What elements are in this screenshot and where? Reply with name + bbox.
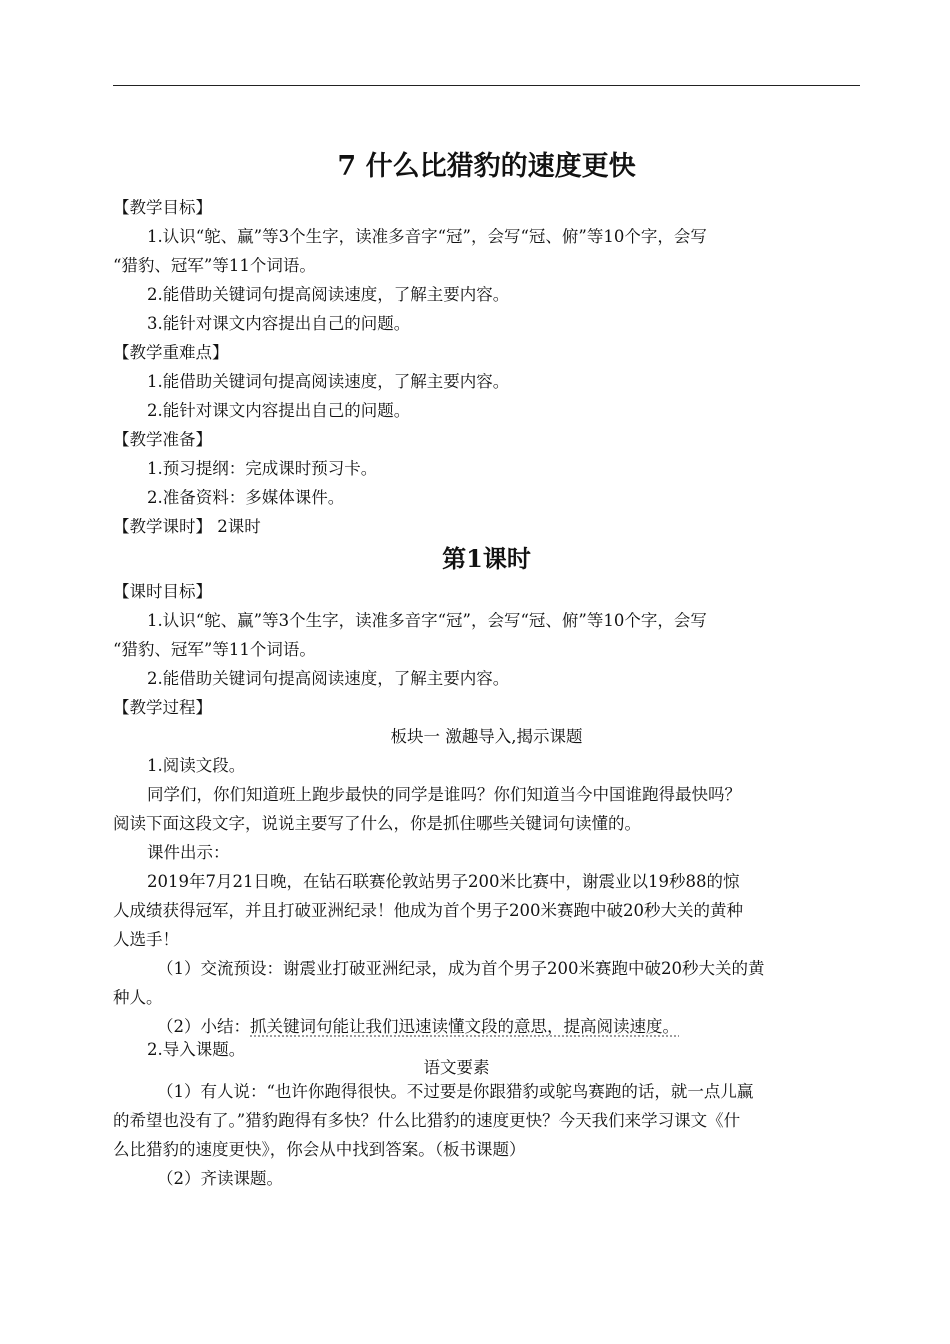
document-body [113, 146, 860, 1193]
lesson-title: 第1课时 [442, 544, 531, 573]
objective-1-b: “猎豹、冠军”等11个词语。 [113, 256, 316, 275]
summary-text: 抓关键词句能让我们迅速读懂文段的意思，提高阅读速度。 [250, 1017, 679, 1036]
passage-a: 2019年7月21日晚，在钻石联赛伦敦站男子200米比赛中，谢震业以19秒88的惊 [147, 872, 740, 891]
lesson-goal-1-b: “猎豹、冠军”等11个词语。 [113, 640, 316, 659]
step-1: 1.阅读文段。 [147, 756, 246, 775]
intro-c: 么比猎豹的速度更快》，你会从中找到答案。（板书课题） [113, 1140, 526, 1159]
process-header: 【教学过程】 [113, 698, 212, 717]
lesson-goal-2: 2.能借助关键词句提高阅读速度，了解主要内容。 [147, 669, 510, 688]
preparation-header: 【教学准备】 [113, 430, 212, 449]
objectives-header: 【教学目标】 [113, 198, 212, 217]
passage-c: 人选手！ [113, 930, 179, 949]
preparation-2: 2.准备资料：多媒体课件。 [147, 488, 345, 507]
header-rule [113, 85, 860, 86]
lesson-goal-1-a: 1.认识“鸵、赢”等3个生字，读准多音字“冠”，会写“冠、俯”等10个字，会写 [147, 611, 707, 630]
key-points-header: 【教学重难点】 [113, 343, 229, 362]
read-title: （2）齐读课题。 [157, 1169, 283, 1188]
summary [113, 1012, 860, 1041]
passage-b: 人成绩获得冠军，并且打破亚洲纪录！他成为首个男子200米赛跑中破20秒大关的黄种 [113, 901, 743, 920]
intro-a: （1）有人说：“也许你跑得很快。不过要是你跟猎豹或鸵鸟赛跑的话，就一点儿赢 [157, 1082, 754, 1101]
page-title: 7 什么比猎豹的速度更快 [337, 151, 636, 182]
objective-3: 3.能针对课文内容提出自己的问题。 [147, 314, 411, 333]
element-label: 语文要素 [423, 1058, 490, 1077]
teaching-hours: 【教学课时】 2课时 [113, 517, 261, 536]
section-1-title: 板块一 激趣导入,揭示课题 [390, 727, 583, 746]
exchange-b: 种人。 [113, 988, 163, 1007]
lesson-goal-header: 【课时目标】 [113, 582, 212, 601]
intro-b: 的希望也没有了。”猎豹跑得有多快？什么比猎豹的速度更快？今天我们来学习课文《什 [113, 1111, 741, 1130]
key-point-1: 1.能借助关键词句提高阅读速度，了解主要内容。 [147, 372, 510, 391]
objective-2: 2.能借助关键词句提高阅读速度，了解主要内容。 [147, 285, 510, 304]
key-point-2: 2.能针对课文内容提出自己的问题。 [147, 401, 411, 420]
objective-1-a: 1.认识“鸵、赢”等3个生字，读准多音字“冠”，会写“冠、俯”等10个字，会写 [147, 227, 707, 246]
para-1-b: 阅读下面这段文字，说说主要写了什么，你是抓住哪些关键词句读懂的。 [113, 814, 641, 833]
step-2: 2.导入课题。 [147, 1040, 246, 1059]
exchange-a: （1）交流预设：谢震业打破亚洲纪录，成为首个男子200米赛跑中破20秒大关的黄 [157, 959, 765, 978]
para-1-a: 同学们，你们知道班上跑步最快的同学是谁吗？你们知道当今中国谁跑得最快吗？ [147, 785, 741, 804]
summary-label: （2）小结： [157, 1017, 250, 1036]
preparation-1: 1.预习提纲：完成课时预习卡。 [147, 459, 378, 478]
courseware-label: 课件出示： [147, 843, 230, 862]
